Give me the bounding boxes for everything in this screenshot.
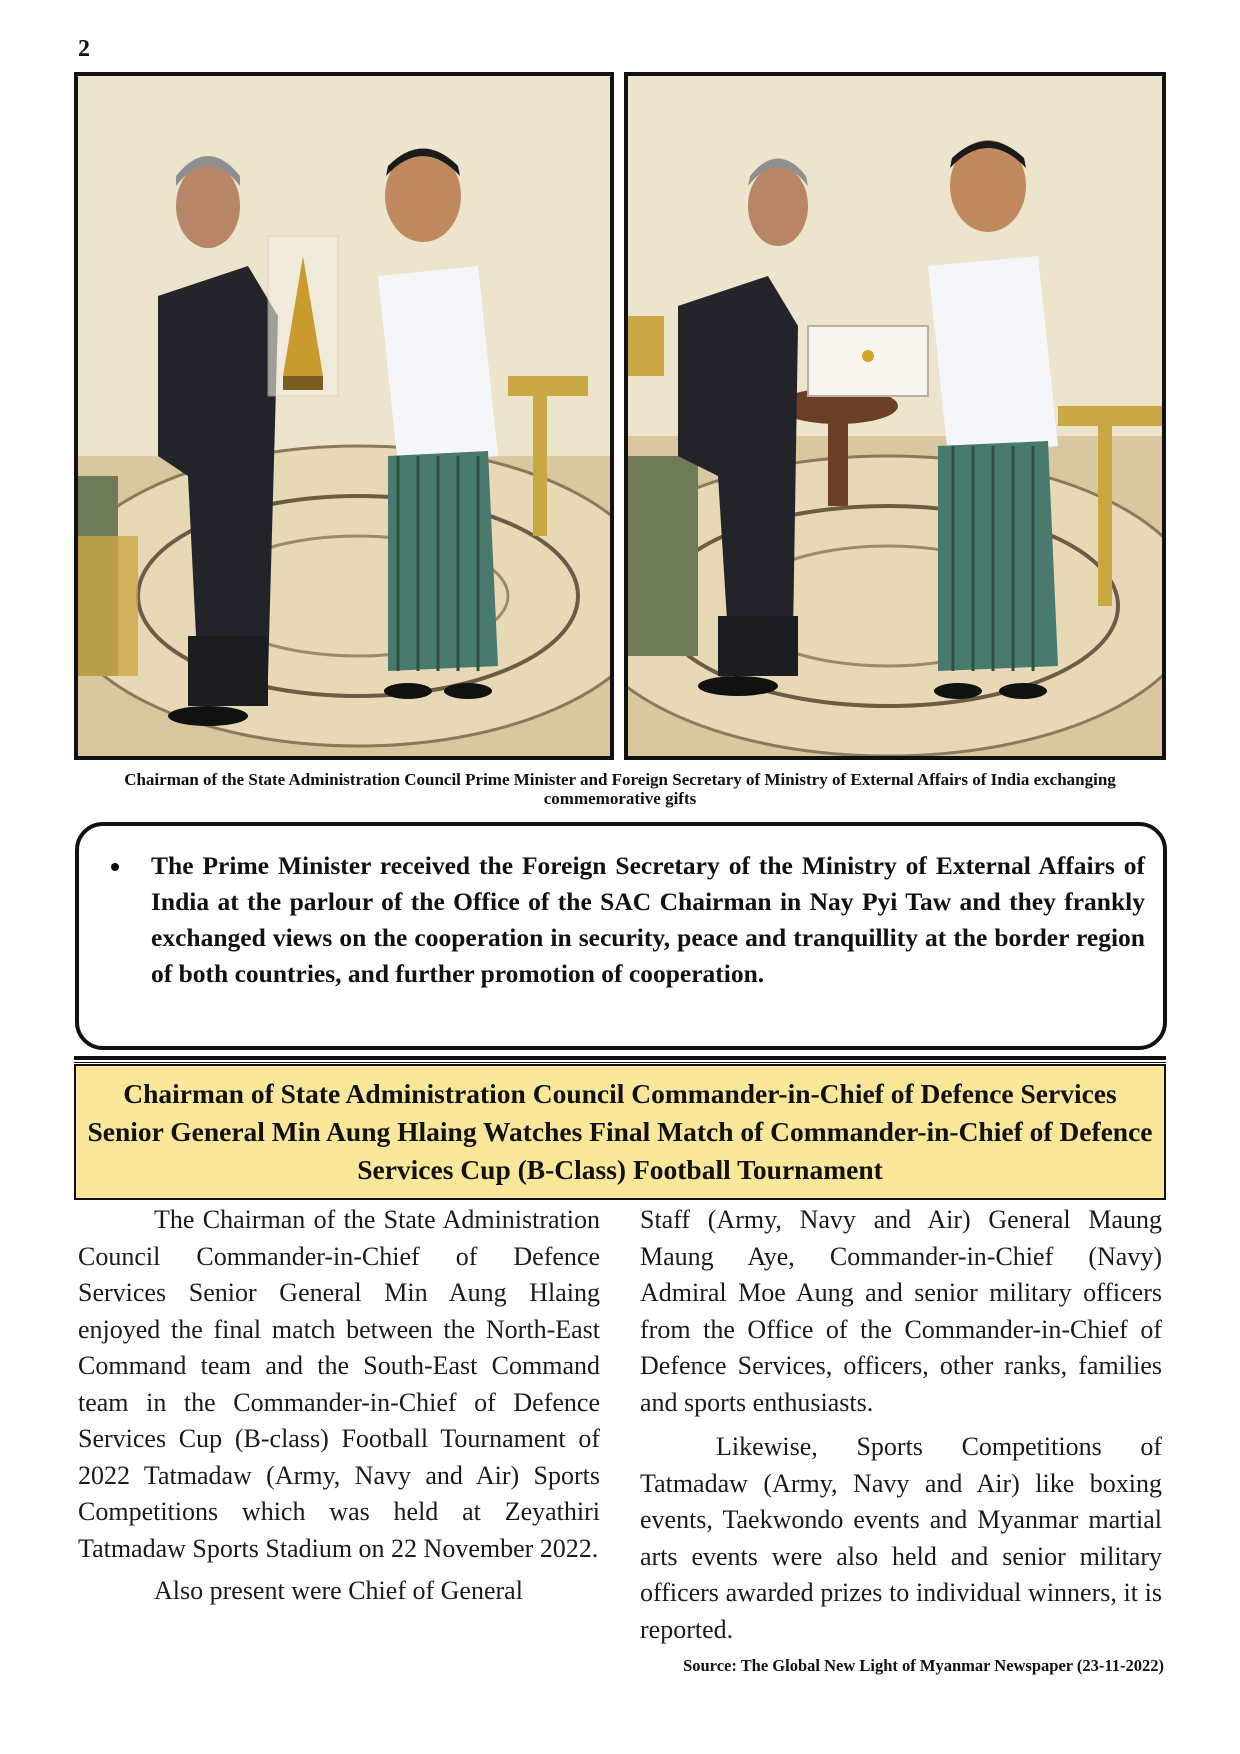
divider-rule <box>74 1056 1166 1060</box>
gift-exchange-photo-right <box>624 72 1166 760</box>
article-paragraph: The Chairman of the State Administration Council Commander-in-Chief of Defence Services Senior General Min Aung Hlaing enjoyed the final match between the North-East Command team and the South-East Command team in the Commander-in-Chief of Defence Services Cup (B-class) Football Tournament of 2022 Tatmadaw (Army, Navy and Air) Sports Competitions which was held at Zeyathiri Tatmadaw Sports Stadium on 22 November 2022. <box>78 1205 600 1563</box>
article-column-left <box>78 1202 600 1610</box>
divider-rule-thin <box>74 1062 1166 1063</box>
photo-scene-right <box>628 76 1162 756</box>
summary-box <box>75 822 1167 1050</box>
page-number: 2 <box>78 36 90 62</box>
headline: Chairman of State Administration Council Commander-in-Chief of Defence Services Senior General Min Aung Hlaing Watches Final Match of Commander-in-Chief of Defence Services Cup (B-Class) Football Tournament <box>87 1078 1153 1185</box>
article-paragraph: Staff (Army, Navy and Air) General Maung Maung Aye, Commander-in-Chief (Navy) Admiral Moe Aung and senior military officers from the Office of the Commander-in-Chief of Defence Services, officers, other ranks, families and sports enthusiasts. <box>640 1205 1162 1417</box>
photo-scene-left <box>78 76 610 756</box>
summary-bullet: • The Prime Minister received the Foreign Secretary of the Ministry of External Affairs of India at the parlour of the Office of the SAC Chairman in Nay Pyi Taw and they frankly exchanged views on the cooperation in security, peace and tranquillity at the border region of both countries, and further promotion of cooperation. <box>133 848 1145 992</box>
gift-exchange-photo-left <box>74 72 614 760</box>
article-paragraph: Also present were Chief of General <box>154 1576 523 1605</box>
article-paragraph: Likewise, Sports Competitions of Tatmadaw (Army, Navy and Air) like boxing events, Taekwondo events and Myanmar martial arts events were also held and senior military officers awarded prizes to individual winners, it is reported. <box>640 1432 1162 1644</box>
summary-list <box>79 826 1163 992</box>
source-credit: Source: The Global New Light of Myanmar Newspaper (23-11-2022) <box>683 1656 1164 1675</box>
photo-caption: Chairman of the State Administration Council Prime Minister and Foreign Secretary of Ministry of External Affairs of India exchanging commemorative gifts <box>124 770 1116 808</box>
headline-box <box>74 1064 1166 1200</box>
article-column-right <box>640 1202 1162 1648</box>
